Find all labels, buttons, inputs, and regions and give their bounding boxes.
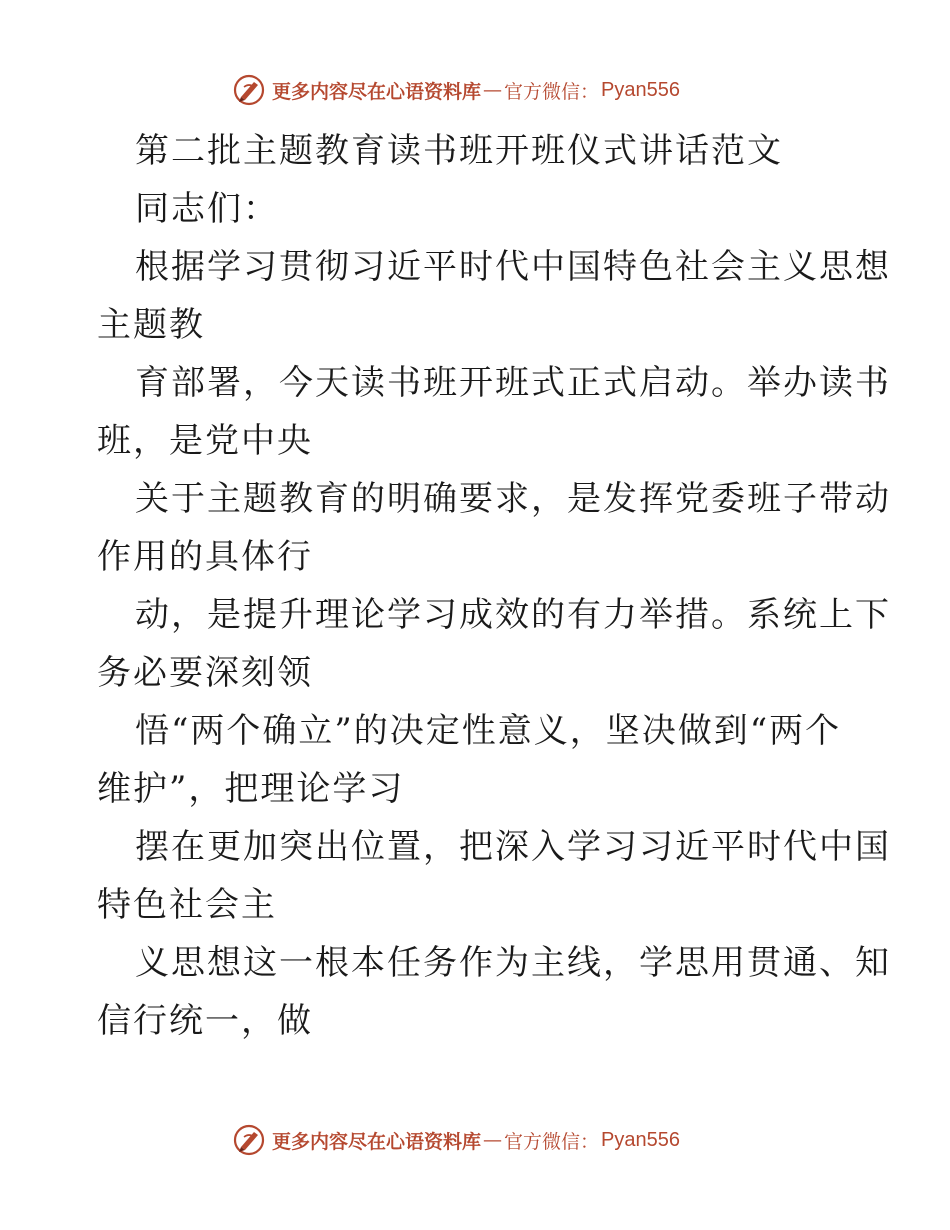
text-line: 义思想这一根本任务作为主线，学思用贯通、知 (135, 943, 891, 983)
text-line: 特色社会主 (97, 885, 277, 925)
document-body (97, 122, 891, 1050)
text-line: 务必要深刻领 (97, 653, 313, 693)
banner-dash: — (483, 1129, 503, 1151)
text-line: 摆在更加突出位置，把深入学习习近平时代中国 (135, 827, 891, 867)
text-line: 班，是党中央 (97, 421, 313, 461)
salutation: 同志们： (135, 189, 279, 229)
document-title: 第二批主题教育读书班开班仪式讲话范文 (135, 131, 783, 171)
banner-title: 更多内容尽在心语资料库 (272, 1130, 482, 1153)
banner-wechat-id: Pyan556 (601, 78, 680, 101)
text-line: 主题教 (97, 305, 205, 345)
text-line: 维护”，把理论学习 (97, 769, 405, 809)
banner-wechat-id: Pyan556 (601, 1128, 680, 1151)
pen-logo-icon (232, 1123, 266, 1157)
pen-logo-icon (232, 73, 266, 107)
text-line: 信行统一，做 (97, 1001, 313, 1041)
banner-wechat-label: 官方微信： (504, 80, 600, 103)
text-line: 动，是提升理论学习成效的有力举措。系统上下 (135, 595, 891, 635)
text-line: 根据学习贯彻习近平时代中国特色社会主义思想 (135, 247, 891, 287)
text-line: 育部署，今天读书班开班式正式启动。举办读书 (135, 363, 891, 403)
text-line: 关于主题教育的明确要求，是发挥党委班子带动 (135, 479, 891, 519)
header-banner (232, 72, 752, 108)
banner-title: 更多内容尽在心语资料库 (272, 80, 482, 103)
banner-dash: — (483, 79, 503, 101)
footer-banner (232, 1122, 752, 1158)
text-line: 作用的具体行 (97, 537, 313, 577)
text-line: 悟“两个确立”的决定性意义，坚决做到“两个 (135, 711, 842, 751)
banner-wechat-label: 官方微信： (504, 1130, 600, 1153)
